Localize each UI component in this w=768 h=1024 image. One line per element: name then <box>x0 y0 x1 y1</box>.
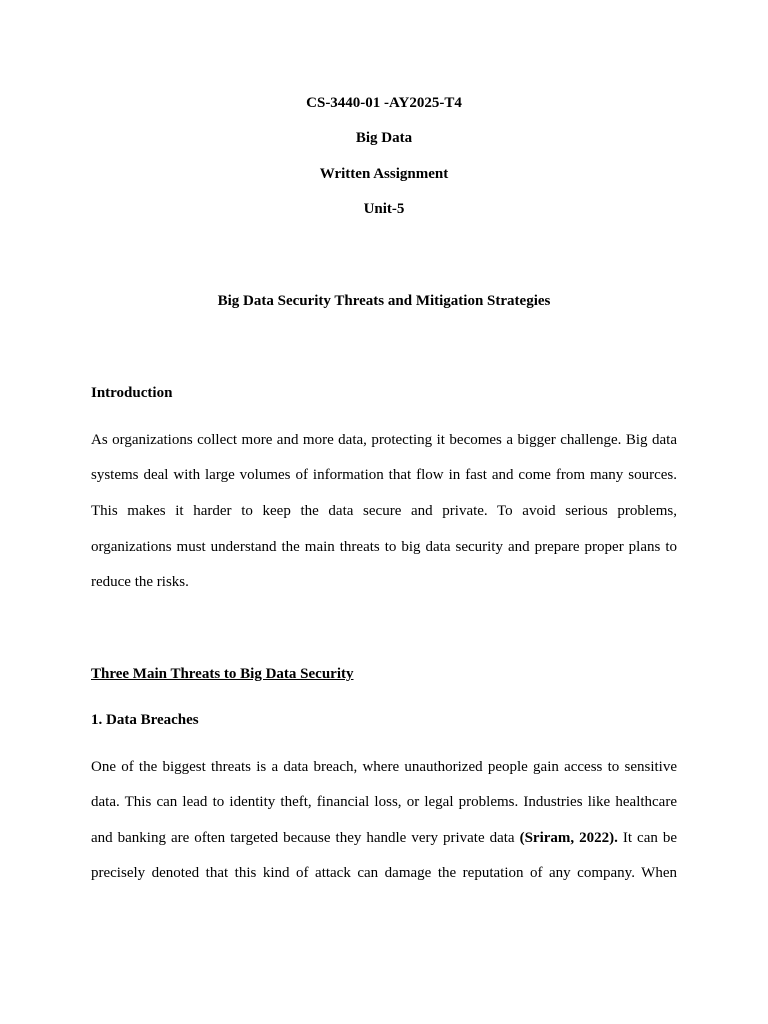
assignment-type: Written Assignment <box>319 166 449 182</box>
data-breaches-line: data. This can lead to identity theft, financial loss, or legal problems. Industries like healthcare <box>91 794 677 810</box>
introduction-line: This makes it harder to keep the data secure and private. To avoid serious problems, <box>91 503 677 519</box>
data-breaches-line: One of the biggest threats is a data breach, where unauthorized people gain access to sensitive <box>91 759 677 775</box>
introduction-line: reduce the risks. <box>91 574 189 590</box>
threats-section-heading <box>91 665 677 683</box>
data-breaches-line-with-citation <box>91 829 677 847</box>
introduction-line: systems deal with large volumes of information that flow in fast and come from many sources. <box>91 467 677 483</box>
document-title: Big Data Security Threats and Mitigation Strategies <box>217 293 551 309</box>
introduction-line: organizations must understand the main threats to big data security and prepare proper plans to <box>91 539 677 555</box>
citation: (Sriram, 2022). <box>519 830 618 846</box>
course-name: Big Data <box>355 130 413 146</box>
line-text: It can be <box>617 830 677 846</box>
unit-label: Unit-5 <box>363 201 405 217</box>
introduction-line: As organizations collect more and more data, protecting it becomes a bigger challenge. Big data <box>91 432 677 448</box>
course-code: CS-3440-01 -AY2025-T4 <box>306 95 462 111</box>
introduction-heading: Introduction <box>91 385 173 401</box>
data-breaches-line: precisely denoted that this kind of attack can damage the reputation of any company. When <box>91 865 677 881</box>
line-text: and banking are often targeted because they handle very private data <box>91 830 520 846</box>
threats-section-heading-text: Three Main Threats to Big Data Security <box>91 666 354 682</box>
data-breaches-heading: 1. Data Breaches <box>91 712 199 728</box>
